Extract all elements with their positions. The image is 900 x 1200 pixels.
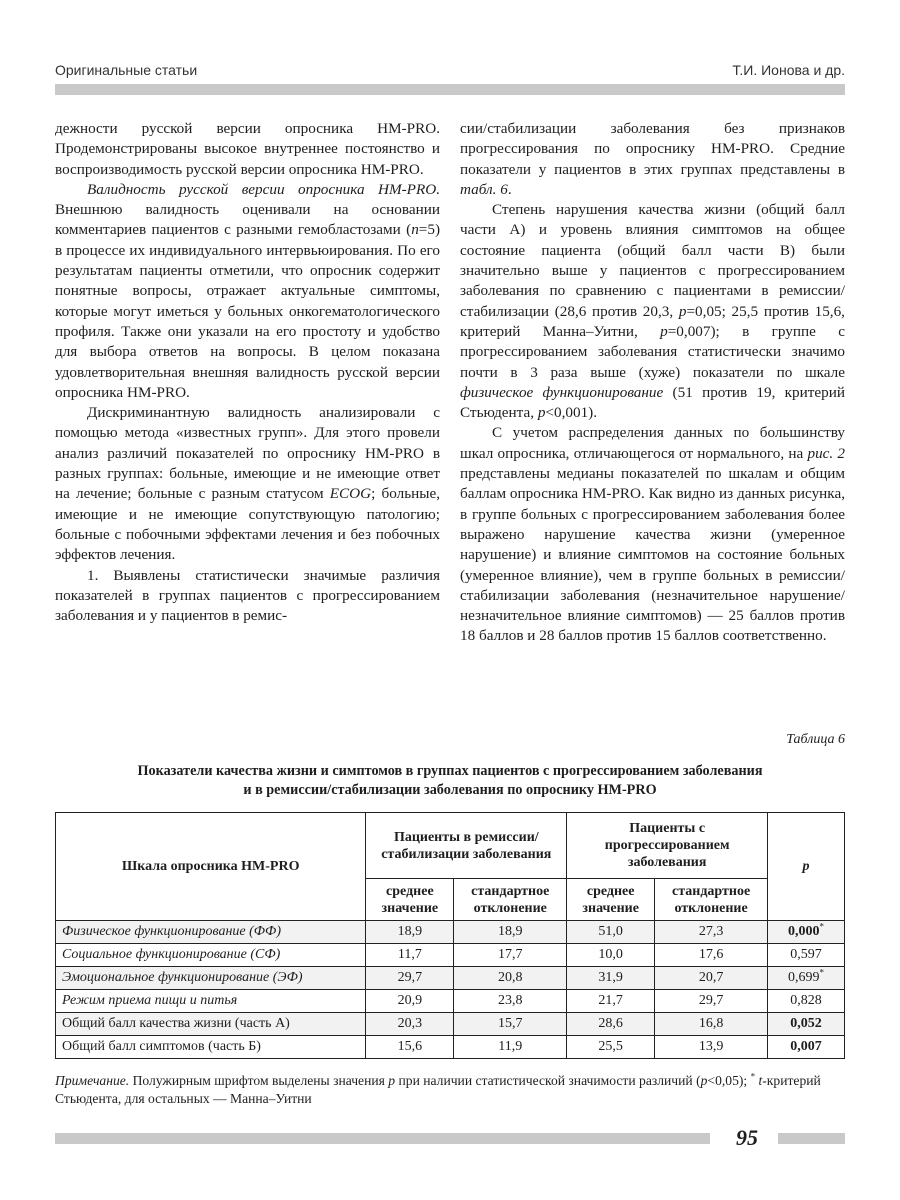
table-cell: 31,9 [567,967,655,990]
subheader-sd: стандартное отклонение [655,879,768,921]
table-row [56,1036,845,1059]
table-cell: Общий балл качества жизни (часть А) [56,1013,366,1036]
table-row [56,921,845,944]
table-cell: 15,6 [366,1036,454,1059]
table-cell: 15,7 [454,1013,567,1036]
subheader-sd: стандартное отклонение [454,879,567,921]
table-cell: 51,0 [567,921,655,944]
header-bar [55,84,845,95]
table-cell: 0,597 [768,944,845,967]
table-cell: 18,9 [366,921,454,944]
table-row [56,990,845,1013]
table-cell: 11,7 [366,944,454,967]
paragraph: Валидность русской версии опросника НМ-PRO. Внешнюю валидность оценивали на основании комментариев пациентов с разными гемобластозами (n=5) в процессе их индивидуального интервьюирования. По его результатам пациенты отметили, что опросник содержит понятные вопросы, отражает актуальные симптомы, которые могут иметься у больных онкогематологического профиля. Также они указали на его простоту и удобство для выбора ответов на вопросы. В целом показана удовлетворительная внешняя валидность русской версии опросника НМ-PRO. [55,180,440,401]
footer-bar-right [778,1133,845,1144]
authors: Т.И. Ионова и др. [732,62,845,78]
table-cell: Социальное функционирование (СФ) [56,944,366,967]
data-table [55,812,845,1059]
table-cell: 25,5 [567,1036,655,1059]
table-cell: 27,3 [655,921,768,944]
subheader-mean: среднее значение [366,879,454,921]
table-caption: Таблица 6 [786,732,845,747]
paragraph: Степень нарушения качества жизни (общий балл части А) и уровень влияния симптомов на общее состояние пациента (общий балл части В) были значительно выше у пациентов с прогрессированием заболевания по сравнению с пациентами в ремиссии/стабилизации (28,6 против 20,3, p=0,05; 25,5 против 15,6, критерий Манна–Уитни, p=0,007); в группе с прогрессированием заболевания статистически значимо почти в 3 раза выше (хуже) показатели по шкале физическое функционирование (51 против 19, критерий Стьюдента, p<0,001). [460,201,846,422]
table-cell: 11,9 [454,1036,567,1059]
section-title: Оригинальные статьи [55,62,198,78]
column-header-p: p [768,813,845,921]
column-header-remission: Пациенты в ремиссии/ стабилизации заболевания [366,813,567,879]
table-cell: 0,828 [768,990,845,1013]
table-cell: 20,8 [454,967,567,990]
table-cell: 13,9 [655,1036,768,1059]
table-title: Показатели качества жизни и симптомов в группах пациентов с прогрессированием заболевания и в ремиссии/стабилизации заболевания по опроснику НМ-PRO [137,763,763,798]
table-cell: 17,6 [655,944,768,967]
table-cell: 16,8 [655,1013,768,1036]
table-cell: 0,699* [768,967,845,990]
table-note: Примечание. Полужирным шрифтом выделены значения p при наличии статистической значимости различий (p<0,05); * t-критерий Стьюдента, для остальных — Манна–Уитни [55,1071,821,1106]
paragraph: С учетом распределения данных по большинству шкал опросника, отличающегося от нормального, на рис. 2 представлены медианы показателей по шкалам и общим баллам опросника НМ-PRO. Как видно из данных рисунка, в группе больных с прогрессированием заболевания более выражено нарушение качества жизни (умеренное нарушение) и влияние симптомов на состояние больных (умеренное влияние), чем в группе больных в ремиссии/стабилизации заболевания (незначительное нарушение/незначительное влияние симптомов) — 25 баллов против 18 баллов и 28 баллов против 15 баллов соответственно. [460,424,846,645]
table-cell: 28,6 [567,1013,655,1036]
table-cell: Режим приема пищи и питья [56,990,366,1013]
table-cell: 10,0 [567,944,655,967]
footer-bar-left [55,1133,710,1144]
paragraph: Дискриминантную валидность анализировали с помощью метода «известных групп». Для этого провели анализ различий показателей по опроснику НМ-PRO в разных группах: больные, имеющие и не имеющие ответ на лечение; больные с разным статусом ECOG; больные, имеющие и не имеющие сопутствующую патологию; больные с побочными эффектами лечения и без побочных эффектов лечения. [55,404,440,564]
table-cell: 20,9 [366,990,454,1013]
table-cell: 0,007 [768,1036,845,1059]
paragraph: дежности русской версии опросника НМ-PRO. Продемонстрированы высокое внутреннее постоянство и воспроизводимость русской версии опросника НМ-PRO. [55,120,440,178]
page-number: 95 [736,1125,758,1150]
table-cell: 0,052 [768,1013,845,1036]
table-cell: 20,7 [655,967,768,990]
table-row [56,967,845,990]
running-header [55,62,845,82]
paragraph: 1. Выявлены статистически значимые различия показателей в группах пациентов с прогрессированием заболевания и у пациентов в ремис- [55,566,440,625]
table-cell: 20,3 [366,1013,454,1036]
paragraph: сии/стабилизации заболевания без признаков прогрессирования по опроснику НМ-PRO. Средние показатели у пациентов в этих группах представлены в табл. 6. [460,120,845,198]
left-column [55,119,440,626]
subheader-mean: среднее значение [567,879,655,921]
right-column [460,119,845,647]
table-cell: 17,7 [454,944,567,967]
table-row [56,944,845,967]
table-cell: Эмоциональное функционирование (ЭФ) [56,967,366,990]
column-header-scale: Шкала опросника НМ-PRO [56,813,366,921]
table-cell: 29,7 [655,990,768,1013]
table-cell: 0,000* [768,921,845,944]
table-cell: 18,9 [454,921,567,944]
table-cell: Общий балл симптомов (часть Б) [56,1036,366,1059]
table-cell: 21,7 [567,990,655,1013]
table-cell: 23,8 [454,990,567,1013]
table-row [56,1013,845,1036]
column-header-progression: Пациенты с прогрессированием заболевания [567,813,768,879]
table-cell: 29,7 [366,967,454,990]
table-cell: Физическое функционирование (ФФ) [56,921,366,944]
